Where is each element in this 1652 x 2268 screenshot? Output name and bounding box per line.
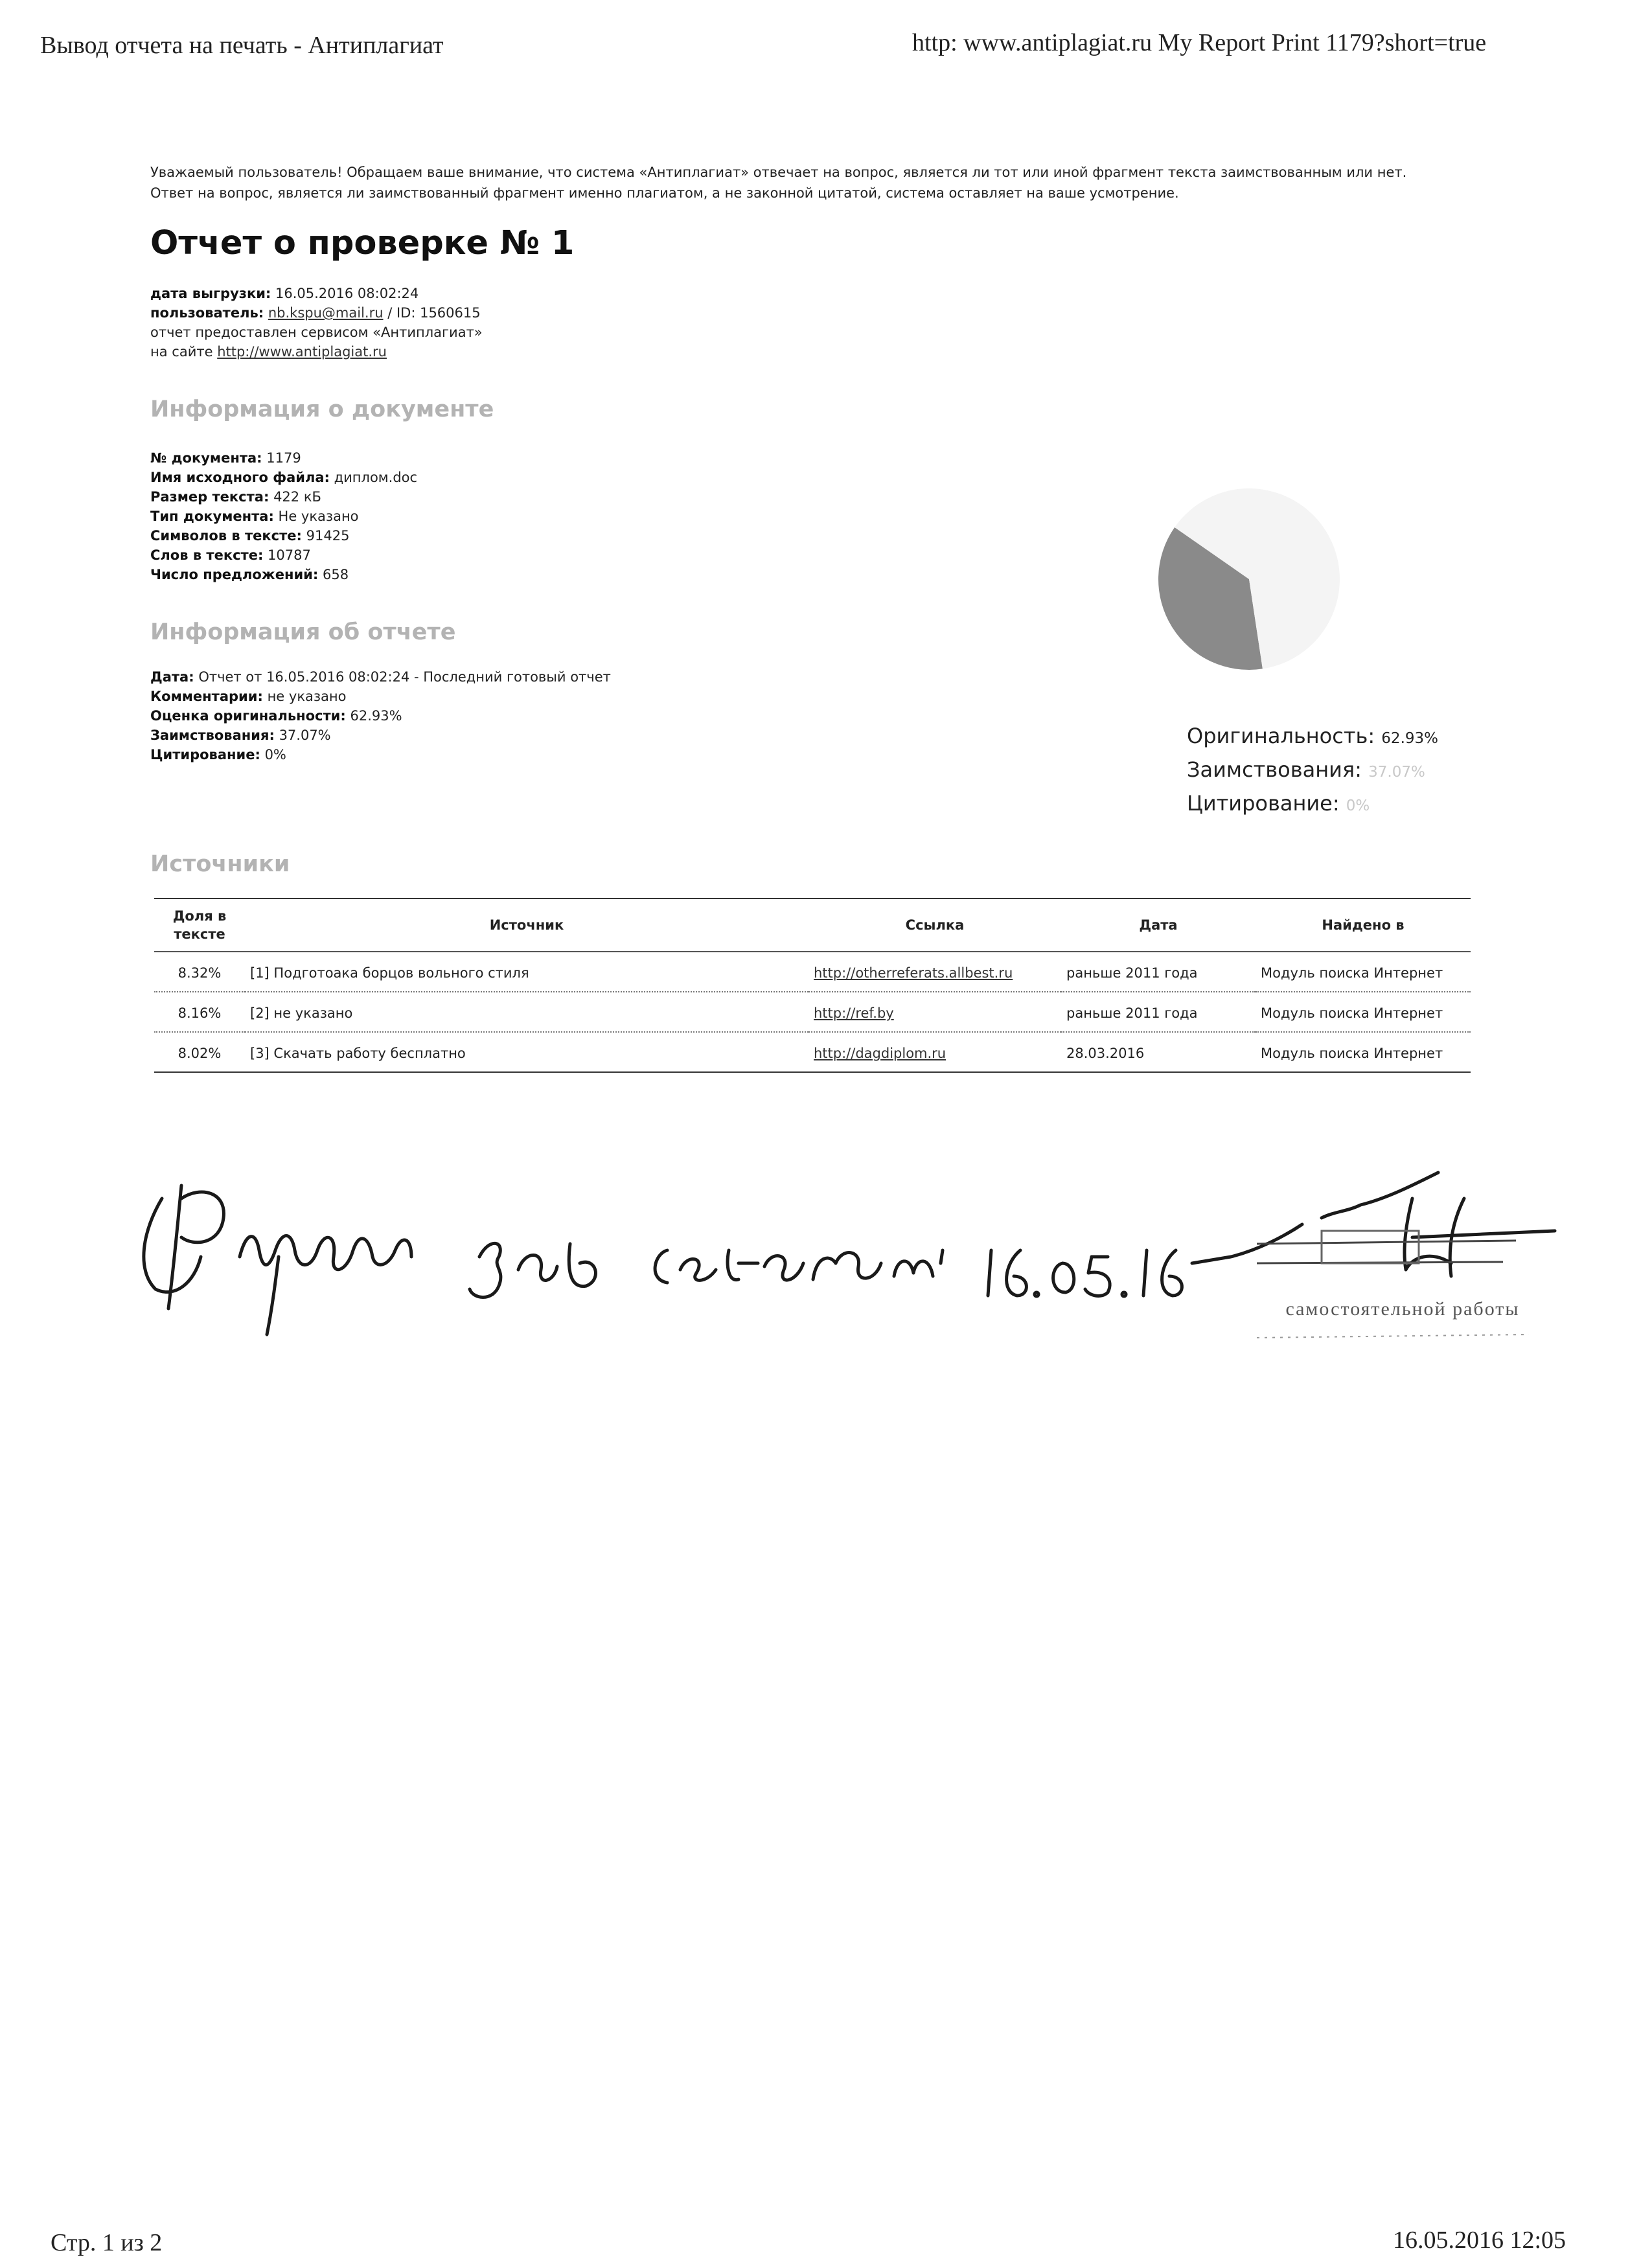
doc-info-value: 658	[322, 567, 349, 582]
legend-borrowing	[1187, 754, 1438, 788]
column-header-date: Дата	[1061, 899, 1256, 952]
legend-label: Заимствования:	[1187, 757, 1362, 782]
cell-link[interactable]: http://dagdiplom.ru	[809, 1032, 1061, 1072]
originality-pie-chart	[1152, 459, 1346, 700]
column-header-found: Найдено в	[1256, 899, 1471, 952]
stamp-text: самостоятельной работы	[1285, 1298, 1520, 1320]
doc-info-label: № документа:	[150, 450, 262, 466]
report-info-value: Отчет от 16.05.2016 08:02:24 - Последний готовый отчет	[198, 669, 611, 685]
cell-date: раньше 2011 года	[1061, 992, 1256, 1032]
column-header-source: Источник	[245, 899, 809, 952]
notice-text: Уважаемый пользователь! Обращаем ваше внимание, что система «Антиплагиат» отвечает на вопрос, является ли тот или иной фрагмент текста заимствованным или нет. Ответ на вопрос, является ли заимствованный фрагмент именно плагиатом, а не законной цитатой, система оставляет на ваше усмотрение.	[150, 165, 1407, 201]
upload-date-label: дата выгрузки:	[150, 286, 271, 301]
report-info-row	[150, 687, 611, 706]
report-info-label: Оценка оригинальности:	[150, 708, 346, 724]
print-header-url: http: www.antiplagiat.ru My Report Print 1179?short=true	[912, 29, 1487, 56]
upload-date-row	[150, 284, 483, 303]
report-info-row	[150, 706, 611, 726]
doc-info-row	[150, 565, 417, 584]
cell-share: 8.16%	[154, 992, 245, 1032]
sources-table	[154, 898, 1471, 1073]
doc-info-row	[150, 468, 417, 487]
report-info-value: 62.93%	[350, 708, 402, 724]
doc-info-row	[150, 526, 417, 545]
doc-info-label: Символов в тексте:	[150, 528, 302, 544]
legend-citation	[1187, 788, 1438, 821]
cell-source: [3] Скачать работу бесплатно	[245, 1032, 809, 1072]
page-number: Стр. 1 из 2	[51, 2229, 163, 2256]
sources-title: Источники	[150, 851, 290, 877]
column-header-link: Ссылка	[809, 899, 1061, 952]
cell-date: 28.03.2016	[1061, 1032, 1256, 1072]
report-info-label: Комментарии:	[150, 689, 263, 704]
cell-found: Модуль поиска Интернет	[1256, 952, 1471, 992]
report-meta	[150, 284, 483, 361]
report-info-list	[150, 667, 611, 764]
upload-date-value: 16.05.2016 08:02:24	[275, 286, 419, 301]
doc-info-title: Информация о документе	[150, 396, 494, 422]
doc-info-value: 10787	[268, 547, 311, 563]
cell-source: [2] не указано	[245, 992, 809, 1032]
doc-info-row	[150, 487, 417, 507]
doc-info-label: Слов в тексте:	[150, 547, 264, 563]
report-info-row	[150, 667, 611, 687]
report-title: Отчет о проверке № 1	[150, 224, 575, 262]
legend-label: Оригинальность:	[1187, 724, 1375, 748]
print-datetime: 16.05.2016 12:05	[1393, 2227, 1566, 2254]
cell-link[interactable]: http://ref.by	[809, 992, 1061, 1032]
report-info-row	[150, 726, 611, 745]
site-row	[150, 342, 483, 361]
table-row	[154, 992, 1471, 1032]
doc-info-value: Не указано	[278, 509, 359, 524]
doc-info-list	[150, 448, 417, 584]
legend-value: 0%	[1346, 797, 1370, 814]
pie-legend	[1187, 720, 1438, 821]
legend-value: 62.93%	[1381, 730, 1438, 747]
report-info-label: Дата:	[150, 669, 194, 685]
doc-info-label: Размер текста:	[150, 489, 270, 505]
doc-info-label: Тип документа:	[150, 509, 274, 524]
cell-found: Модуль поиска Интернет	[1256, 1032, 1471, 1072]
report-info-label: Цитирование:	[150, 747, 260, 762]
doc-info-value: 1179	[266, 450, 301, 466]
doc-info-row	[150, 545, 417, 565]
cell-source: [1] Подготоака борцов вольного стиля	[245, 952, 809, 992]
report-info-row	[150, 745, 611, 764]
doc-info-label: Число предложений:	[150, 567, 319, 582]
legend-originality	[1187, 720, 1438, 754]
user-id: / ID: 1560615	[387, 305, 481, 321]
cell-found: Модуль поиска Интернет	[1256, 992, 1471, 1032]
cell-link[interactable]: http://otherreferats.allbest.ru	[809, 952, 1061, 992]
report-info-value: не указано	[267, 689, 347, 704]
table-row	[154, 952, 1471, 992]
doc-info-label: Имя исходного файла:	[150, 470, 330, 485]
report-info-value: 37.07%	[279, 727, 331, 743]
doc-info-row	[150, 507, 417, 526]
doc-info-value: диплом.doc	[334, 470, 418, 485]
cell-share: 8.02%	[154, 1032, 245, 1072]
table-row	[154, 1032, 1471, 1072]
column-header-share: Доля в тексте	[154, 899, 245, 952]
user-email-link[interactable]: nb.kspu@mail.ru	[268, 305, 384, 321]
report-info-title: Информация об отчете	[150, 619, 456, 645]
doc-info-value: 422 кБ	[273, 489, 321, 505]
print-header-title: Вывод отчета на печать - Антиплагиат	[40, 32, 444, 59]
table-header-row	[154, 899, 1471, 952]
cell-date: раньше 2011 года	[1061, 952, 1256, 992]
user-row	[150, 303, 483, 323]
report-info-value: 0%	[264, 747, 286, 762]
doc-info-row	[150, 448, 417, 468]
provided-by: отчет предоставлен сервисом «Антиплагиат»	[150, 325, 483, 340]
report-info-label: Заимствования:	[150, 727, 275, 743]
user-label: пользователь:	[150, 305, 264, 321]
doc-info-value: 91425	[306, 528, 350, 544]
handwritten-signature	[117, 1160, 1568, 1341]
legend-label: Цитирование:	[1187, 791, 1340, 816]
site-prefix: на сайте	[150, 344, 213, 360]
cell-share: 8.32%	[154, 952, 245, 992]
site-link[interactable]: http://www.antiplagiat.ru	[217, 344, 387, 360]
legend-value: 37.07%	[1368, 764, 1425, 781]
